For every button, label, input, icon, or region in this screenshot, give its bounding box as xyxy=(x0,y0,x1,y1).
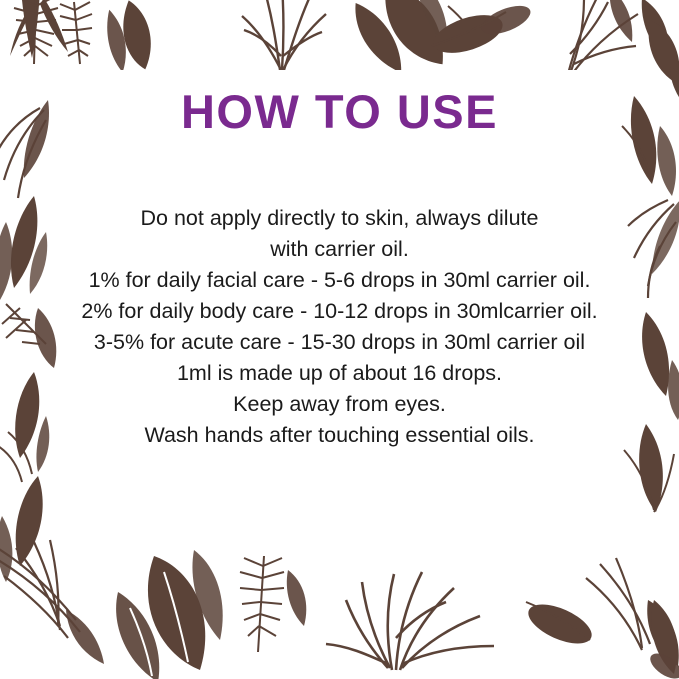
instruction-line: 3-5% for acute care - 15-30 drops in 30ml carrier oil xyxy=(93,330,586,354)
instruction-line: Wash hands after touching essential oils. xyxy=(144,423,535,447)
instruction-line: 1ml is made up of about 16 drops. xyxy=(176,361,503,385)
page-title: HOW TO USE xyxy=(180,85,499,138)
instruction-line: 1% for daily facial care - 5-6 drops in 30ml carrier oil. xyxy=(88,268,591,292)
text-panel-background xyxy=(62,70,617,520)
instruction-line: 2% for daily body care - 10-12 drops in 30mlcarrier oil. xyxy=(81,299,598,323)
instruction-line: Keep away from eyes. xyxy=(233,392,446,416)
instruction-line: Do not apply directly to skin, always dilute xyxy=(140,206,539,230)
instruction-line: with carrier oil. xyxy=(270,237,409,261)
